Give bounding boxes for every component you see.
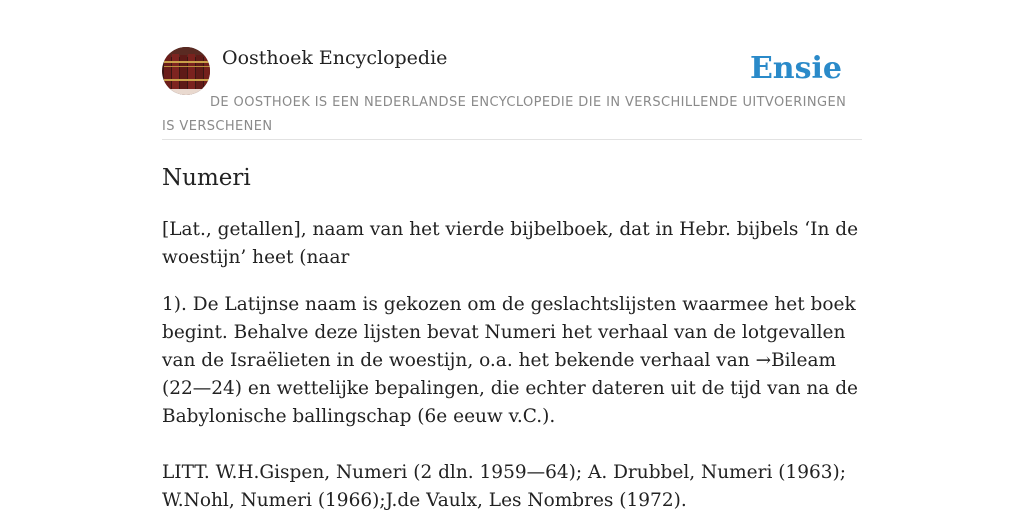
article-paragraph: [Lat., getallen], naam van het vierde bijbelboek, dat in Hebr. bijbels ‘In de woestijn’ heet (naar [162,219,859,268]
site-name[interactable]: Oosthoek Encyclopedie [222,47,448,69]
header-divider [162,139,862,140]
article-title: Numeri [162,165,251,191]
site-tagline: DE OOSTHOEK IS EEN NEDERLANDSE ENCYCLOPEDIE DIE IN VERSCHILLENDE UITVOERINGEN IS VERSCHENEN [162,95,847,134]
brand-logo[interactable]: Ensie [749,51,842,86]
encyclopedia-books-icon[interactable] [162,47,210,95]
article-paragraph: 1). De Latijnse naam is gekozen om de geslachtslijsten waarmee het boek begint. Behalve deze lijsten bevat Numeri het verhaal van de lotgevallen van de Israëlieten in de woestijn, o.a. het bekende verhaal van →Bileam (22—24) en wettelijke bepalingen, die echter dateren uit de tijd van na de Babylonische ballingschap (6e eeuw v.C.). [162,294,859,427]
page [162,0,862,512]
article-references: LITT. W.H.Gispen, Numeri (2 dln. 1959—64); A. Drubbel, Numeri (1963); W.Nohl, Numeri (1966);J.de Vaulx, Les Nombres (1972). [162,462,846,511]
